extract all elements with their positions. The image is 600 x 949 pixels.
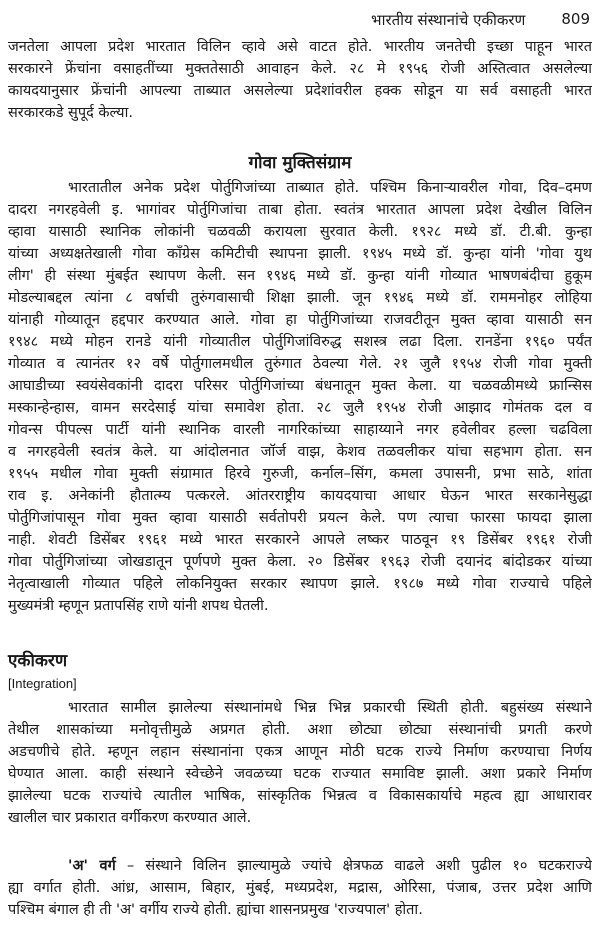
text-line: खालील चार प्रकारात वर्गीकरण करण्यात आले. [8,810,252,826]
text-span: – संस्थाने विलिन झाल्यामुळे ज्यांचे क्षेत्रफळ वाढले अशी पुढील १० घटकराज्ये [115,858,592,874]
text-line: ह्या वर्गात होती. आंध्र, आसाम, बिहार, मुंबई, मध्यप्रदेश, मद्रास, ओरिसा, पंजाब, उत्तर प्रदेश आणि [8,880,592,896]
text-line: अडचणीचे होते. म्हणून लहान संस्थानांना एकत्र आणून मोठी घटक राज्ये निर्माण करण्याचा निर्णय [8,744,592,760]
text-line: लीग' ही संस्था मुंबईत स्थापण केली. सन १९४६ मध्ये डॉ. कुन्हा यांनी गोव्यात भाषणबंदीचा हुकूम [8,268,592,284]
a-class-label: 'अ' वर्ग [68,858,116,874]
text-line: यांच्या अध्यक्षतेखाली गोवा कॉंग्रेस कमिटीची स्थापना झाली. १९४५ मध्ये डॉ. कुन्हा यांनी 'गोवा युथ [8,246,592,262]
text-line: नाही. शेवटी डिसेंबर १९६१ मध्ये भारत सरकारने आपले लष्कर पाठवून १९ डिसेंबर १९६१ रोजी [8,532,592,548]
text-line: तेथील शासकांच्या मनोवृत्तीमुळे अप्रगत होती. अशा छोट्या छोट्या संस्थानांची प्रगती करणे [8,722,592,738]
page-number: 809 [561,10,590,28]
text-line: कायदयानुसार फ्रेंचांनी आपल्या ताब्यात असलेल्या प्रदेशांवरील हक्क सोडून या सर्व वसाहती भारत [8,83,592,99]
paragraph-goa-liberation [8,177,592,617]
text-line: जनतेला आपला प्रदेश भारतात विलिन व्हावे असे वाटत होते. भारतीय जनतेची इच्छा पाहून भारत [8,39,592,55]
text-line: आघाडीच्या स्वयंसेवकांनी दादरा परिसर पोर्तुगिजांच्या बंधनातून मुक्त केला. या चळवळीमध्ये फ्रान्सिस [8,378,592,394]
text-line: यांनाही गोव्यातून हद्दपार करण्यात आले. गोवा हा पोर्तुगिजांच्या राजवटीतून मुक्त व्हावा यासाठी सन [8,312,592,328]
text-line: सरकारने फ्रेंचांना वसाहतींच्या मुक्ततेसाठी आवाहन केले. २८ मे १९५६ रोजी अस्तित्वात असलेल्या [8,61,592,77]
text-line [8,855,592,877]
text-line: घेण्यात आला. काही संस्थाने स्वेच्छेने जवळच्या घटक राज्यात समाविष्ट झाली. अशा प्रकारे निर्माण [8,766,592,782]
text-line: झालेल्या घटक राज्यांचे त्यातील भाषिक, सांस्कृतिक भिन्नत्व व विकासकार्याचे महत्व ह्या आधारावर [8,788,592,804]
text-line: व्हावा यासाठी स्थानिक लोकांनी चळवळी करायला सुरवात केली. १९२८ मध्ये डॉ. टी.बी. कुन्हा [8,224,592,240]
text-line: दादरा नगरहवेली इ. भागांवर पोर्तुगिजांचा ताबा होता. स्वतंत्र भारतात आपला प्रदेश देखील विलिन [8,202,592,218]
section-subheading-integration: [Integration] [8,676,77,691]
section-heading-integration: एकीकरण [8,651,68,671]
text-line: मुख्यमंत्री म्हणून प्रतापसिंह राणे यांनी शपथ घेतली. [8,598,269,614]
text-line: नेतृत्वाखाली गोव्यात पहिले लोकनियुक्त सरकार स्थापण झाले. १९८७ मध्ये गोवा राज्याचे पहिले [8,576,592,592]
text-line: गोवन्स पीपल्स पार्टी यांनी स्थानिक वारली नागरिकांच्या साहाय्याने नगर हवेलीवर हल्ला चढविला [8,422,592,438]
text-line: व नगरहवेली स्वतंत्र केले. या आंदोलनात जॉर्ज वाझ, केशव तळवलीकर यांचा सहभाग होता. सन [8,444,592,460]
running-header [371,10,590,30]
paragraph-french-colonies [8,36,592,124]
paragraph-integration [8,697,592,829]
text-line: १९५५ मधील गोवा मुक्ती संग्रामात हिरवे गुरुजी, कर्नाल–सिंग, कमला उपासनी, प्रभा साठे, शांता [8,466,592,482]
text-line: १९४८ मध्ये मोहन रानडे यांनी गोव्यातील पोर्तुगिजांविरुद्ध सशस्त्र लढा दिला. रानडेंना १९६० पर्यंत [8,334,592,350]
chapter-title: भारतीय संस्थानांचे एकीकरण [371,11,526,29]
text-line: पोर्तुगिजांपासून गोवा मुक्त व्हावा यासाठी सर्वतोपरी प्रयत्न केले. पण त्याचा फारसा फायदा झाला [8,510,592,526]
text-line: राव इ. अनेकांनी हौतात्म्य पत्करले. आंतरराष्ट्रीय कायदयाचा आधार घेऊन भारत सरकानेसुद्धा [8,488,592,504]
text-line: गोव्यात व त्यानंतर १२ वर्षे पोर्तुगालमधील तुरुंगात ठेवल्या गेले. २१ जुलै १९५४ रोजी गोवा मुक्ती [8,356,592,372]
text-line: भारतात सामील झालेल्या संस्थानांमधे भिन्न भिन्न प्रकारची स्थिती होती. बहुसंख्य संस्थाने [68,700,592,716]
text-line: पश्चिम बंगाल ही ती 'अ' वर्गीय राज्ये होती. ह्यांचा शासनप्रमुख 'राज्यपाल' होता. [8,902,423,918]
text-line: मोडल्याबद्दल त्यांना ८ वर्षाची तुरुंगवासाची शिक्षा झाली. जून १९४६ मध्ये डॉ. राममनोहर लोहिया [8,290,592,306]
section-heading-goa-liberation: गोवा मुक्तिसंग्राम [248,153,352,173]
paragraph-a-class [8,855,592,921]
text-line: मस्कान्हेन्हास, वामन सरदेसाई यांचा समावेश होता. २८ जुलै १९५४ रोजी आझाद गोमंतक दल व [8,400,592,416]
text-line: गोवा पोर्तुगिजांच्या जोखडातून पूर्णपणे मुक्त केला. २० डिसेंबर १९६३ रोजी दयानंद बांदोडकर यांच्या [8,554,592,570]
text-line: भारतातील अनेक प्रदेश पोर्तुगिजांच्या ताब्यात होते. पश्चिम किनाऱ्यावरील गोवा, दिव–दमण [68,180,592,196]
text-line: सरकारकडे सुपूर्द केल्या. [8,105,133,121]
